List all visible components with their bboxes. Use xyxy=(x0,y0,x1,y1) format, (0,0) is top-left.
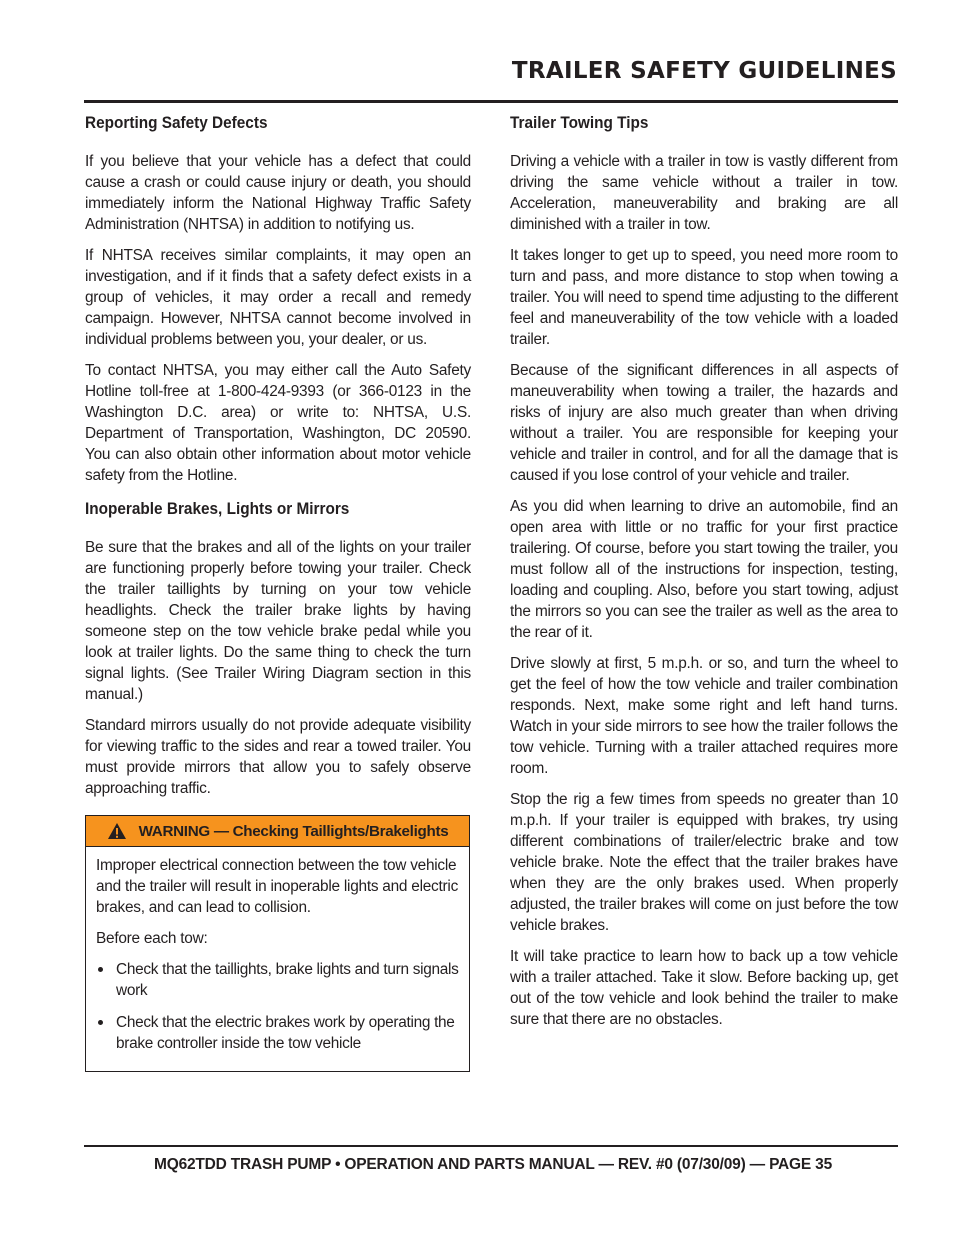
section-reporting-safety-defects xyxy=(85,112,471,486)
paragraph: Drive slowly at first, 5 m.p.h. or so, and turn the wheel to get the feel of how the tow vehicle and trailer combination responds. Next, make some right and left hand turns. Watch in your side mirrors to see how the trailer follows the tow vehicle. Turning with a trailer attached requires more room. xyxy=(510,655,898,777)
list-item-text: Check that the electric brakes work by operating the brake controller inside the tow vehicle xyxy=(116,1014,455,1052)
left-column xyxy=(85,112,471,1072)
section-heading: Reporting Safety Defects xyxy=(85,114,268,132)
paragraph: It takes longer to get up to speed, you need more room to turn and pass, and more distance to stop when towing a trailer. You will need to spend time adjusting to the different feel and maneuverability of the tow vehicle with a loaded trailer. xyxy=(510,247,898,348)
warning-body xyxy=(86,847,469,1071)
warning-triangle-icon xyxy=(107,822,127,840)
section-heading: Inoperable Brakes, Lights or Mirrors xyxy=(85,500,350,518)
paragraph: As you did when learning to drive an automobile, find an open area with little or no traffic for your first practice trailering. Of course, before you start towing the trailer, you must follow all of the instructions for inspection, testing, loading and coupling. Also, before you start towing, adjust the mirrors so you can see the trailer as well as the area to the rear of it. xyxy=(510,498,898,641)
right-column xyxy=(510,112,898,1040)
warning-bullet-list xyxy=(96,959,459,1054)
warning-header xyxy=(86,816,469,847)
bullet-icon xyxy=(98,1020,103,1025)
list-item xyxy=(96,959,459,1001)
title-rule xyxy=(84,100,898,103)
list-item xyxy=(96,1012,459,1054)
paragraph: If NHTSA receives similar complaints, it may open an investigation, and if it finds that a safety defect exists in a group of vehicles, it may order a recall and remedy campaign. However, NHTSA cannot become involved in individual problems between you, your dealer, or us. xyxy=(85,247,471,348)
paragraph: Stop the rig a few times from speeds no greater than 10 m.p.h. If your trailer is equipped with brakes, try using different combinations of trailer/electric brake and tow vehicle brake. Note the effect that the trailer brakes have when they are the only brakes used. When properly adjusted, the trailer brakes will come on just before the tow vehicle brakes. xyxy=(510,791,898,934)
section-heading: Trailer Towing Tips xyxy=(510,114,649,132)
section-trailer-towing-tips xyxy=(510,112,898,1030)
warning-box xyxy=(85,815,470,1072)
page-title: TRAILER SAFETY GUIDELINES xyxy=(511,58,897,84)
section-inoperable-brakes xyxy=(85,498,471,799)
paragraph: Because of the significant differences in all aspects of maneuverability when towing a trailer, the hazards and risks of injury are also much greater than when driving without a trailer. You are responsible for keeping your vehicle and trailer in control, and for all the damage that is caused if you lose control of your vehicle and trailer. xyxy=(510,362,898,484)
warning-title: WARNING — Checking Taillights/Brakelights xyxy=(138,822,449,840)
footer-rule xyxy=(84,1145,898,1147)
paragraph: It will take practice to learn how to back up a tow vehicle with a trailer attached. Take it slow. Before backing up, get out of the tow vehicle and look behind the trailer to make sure that there are no obstacles. xyxy=(510,948,898,1028)
bullet-icon xyxy=(98,967,103,972)
paragraph: Driving a vehicle with a trailer in tow is vastly different from driving the same vehicle without a trailer in tow. Acceleration, maneuverability and braking are all diminished with a trailer in tow. xyxy=(510,153,898,233)
warning-paragraph: Before each tow: xyxy=(96,930,208,947)
paragraph: If you believe that your vehicle has a defect that could cause a crash or could cause injury or death, you should immediately inform the National Highway Traffic Safety Administration (NHTSA) in addition to notifying us. xyxy=(85,153,471,233)
list-item-text: Check that the taillights, brake lights and turn signals work xyxy=(116,961,459,999)
warning-paragraph: Improper electrical connection between the tow vehicle and the trailer will result in inoperable lights and electric brakes, and can lead to collision. xyxy=(96,857,459,916)
page-footer: MQ62TDD TRASH PUMP • OPERATION AND PARTS MANUAL — REV. #0 (07/30/09) — PAGE 35 xyxy=(154,1156,832,1173)
paragraph: Be sure that the brakes and all of the lights on your trailer are functioning properly before towing your trailer. Check the trailer taillights by turning on your tow vehicle headlights. Check the trailer brake lights by having someone step on the tow vehicle brake pedal while you look at trailer lights. Do the same thing to check the turn signal lights. (See Trailer Wiring Diagram section in this manual.) xyxy=(85,539,471,703)
paragraph: Standard mirrors usually do not provide adequate visibility for viewing traffic to the sides and rear a towed trailer. You must provide mirrors that allow you to safely observe approaching traffic. xyxy=(85,717,471,797)
paragraph: To contact NHTSA, you may either call the Auto Safety Hotline toll-free at 1-800-424-9393 (or 366-0123 in the Washington D.C. area) or write to: NHTSA, U.S. Department of Transportation, Washington, DC 20590. You can also obtain other information about motor vehicle safety from the Hotline. xyxy=(85,362,471,484)
